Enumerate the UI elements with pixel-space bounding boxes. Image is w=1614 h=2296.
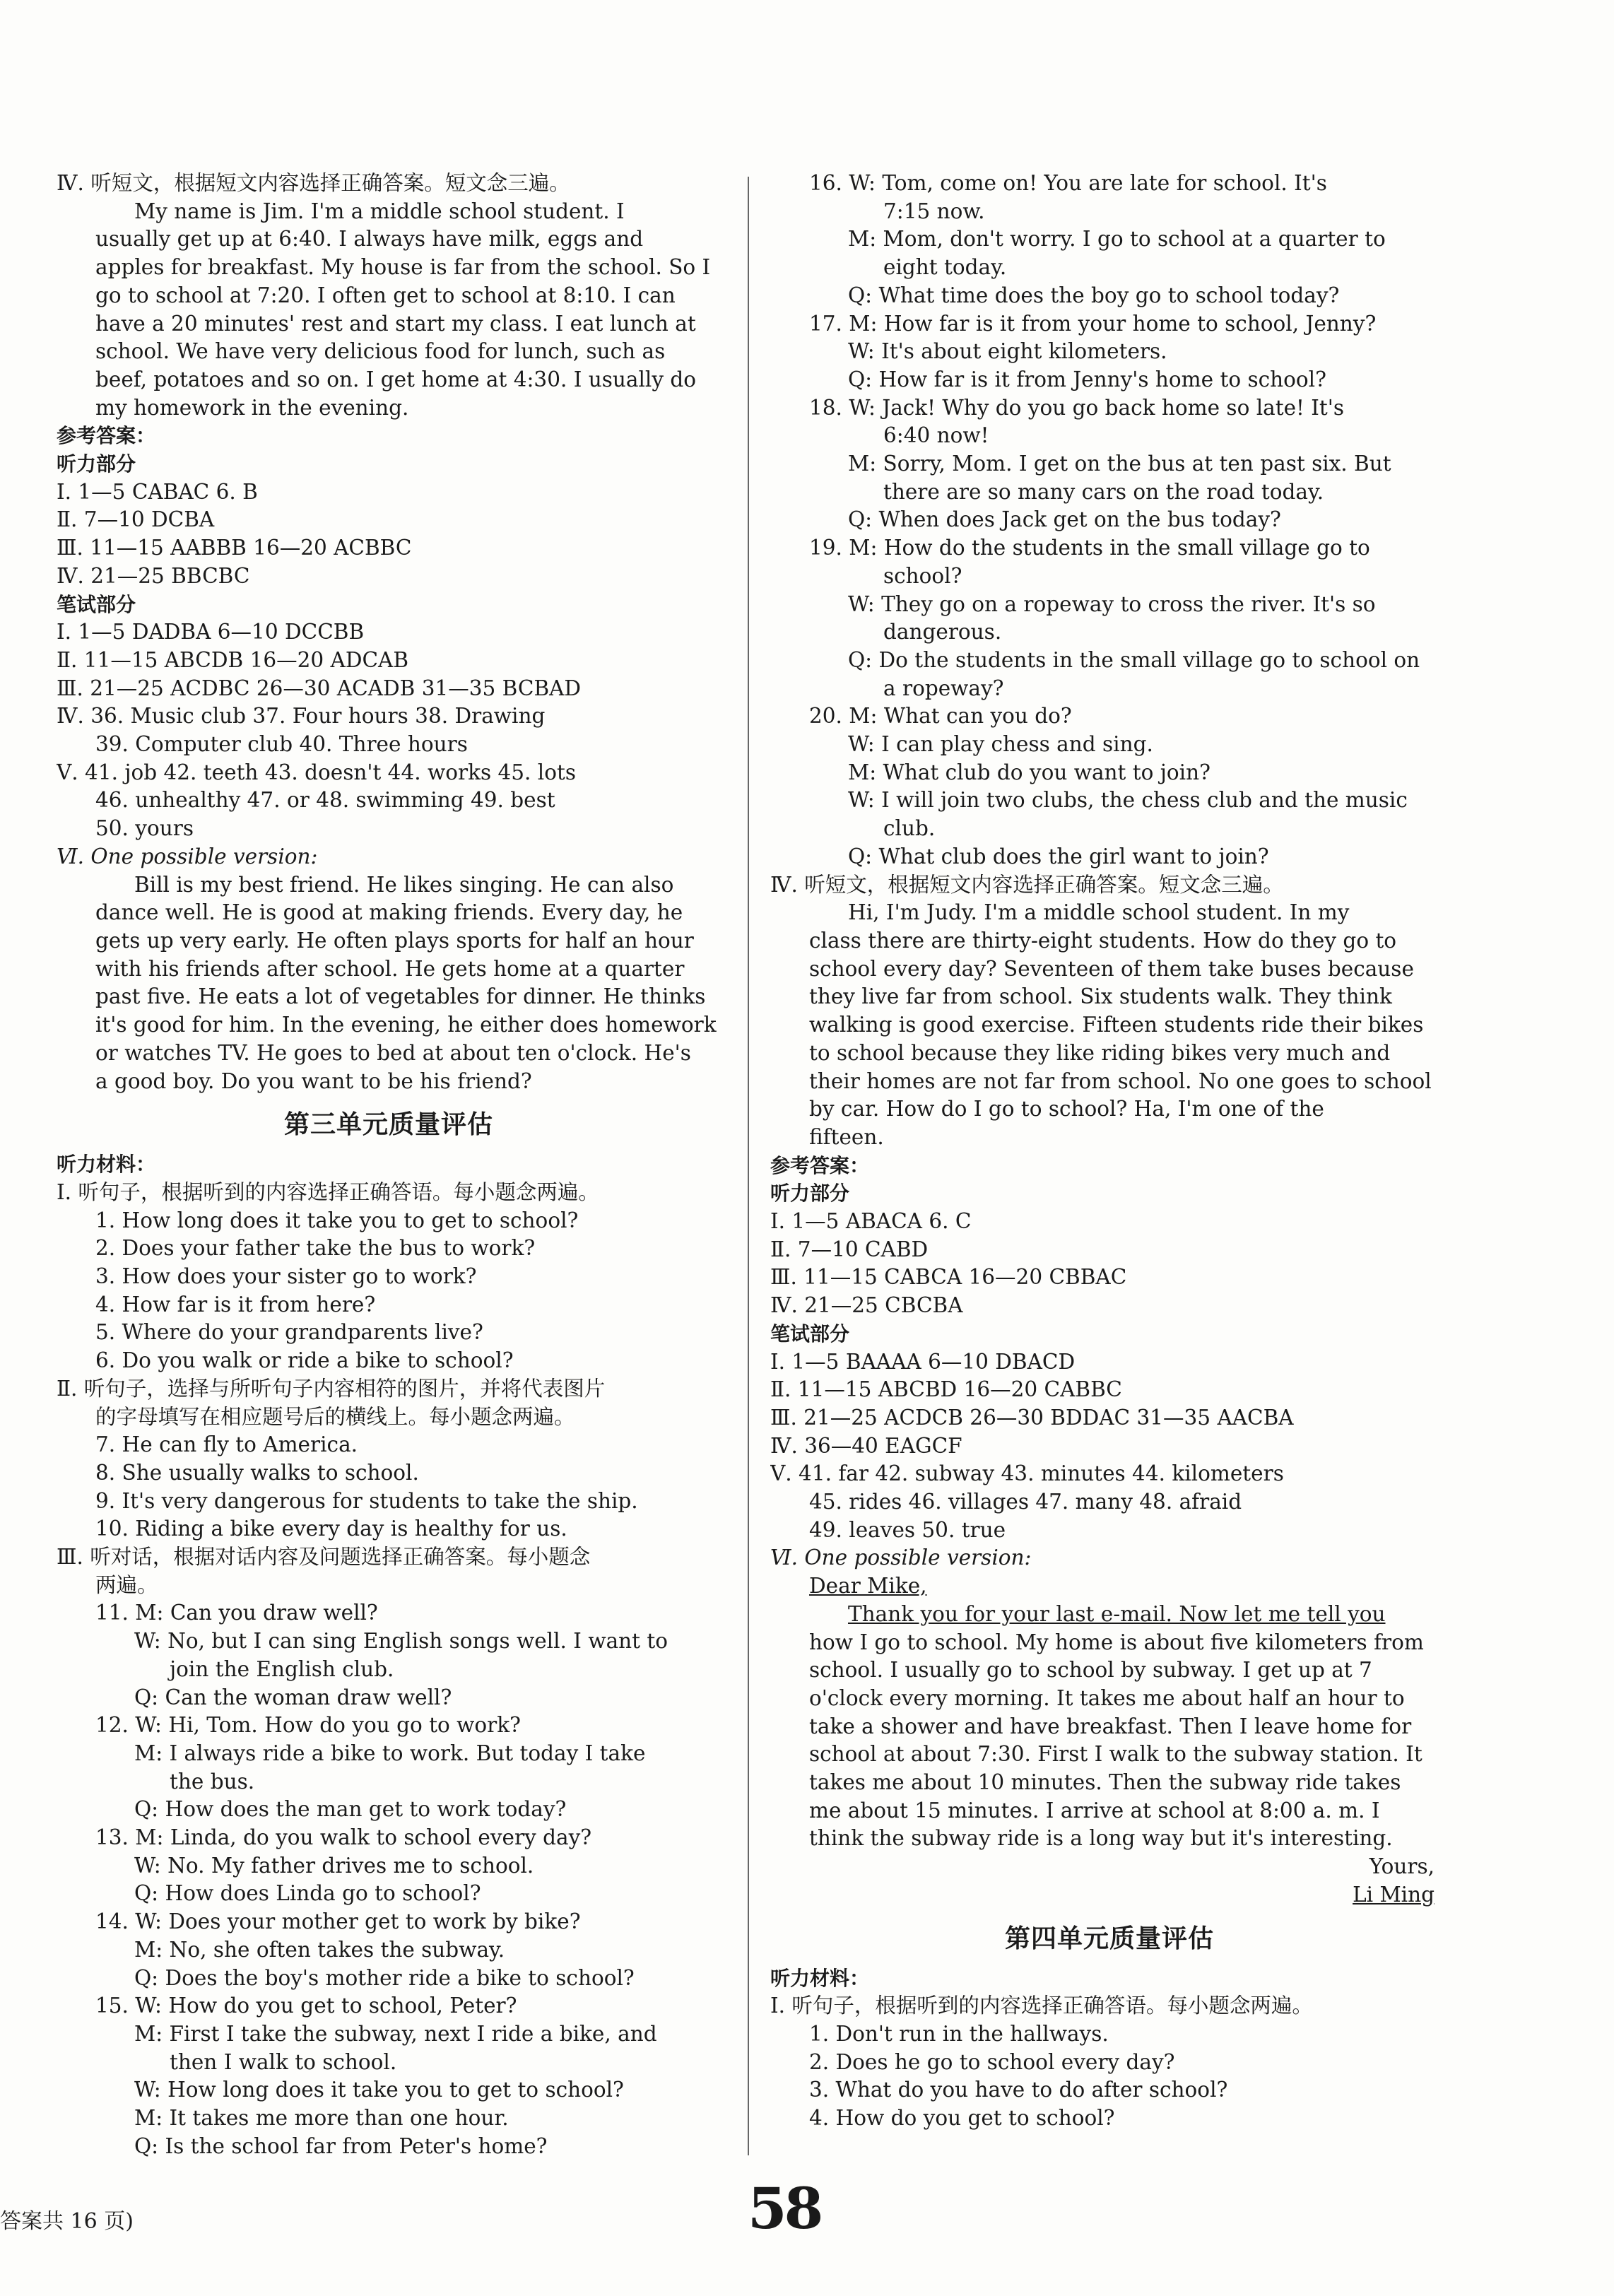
text-line: Q: How far is it from Jenny's home to school? bbox=[848, 367, 1326, 392]
text-line: usually get up at 6:40. I always have milk, eggs and bbox=[95, 227, 644, 252]
text-line: Ⅳ. 36. Music club 37. Four hours 38. Drawing bbox=[57, 704, 546, 729]
text-line: to school because they like riding bikes very much and bbox=[809, 1040, 1391, 1065]
text-line: school every day? Seventeen of them take buses because bbox=[809, 956, 1414, 981]
text-line: 9. It's very dangerous for students to take the ship. bbox=[95, 1488, 638, 1513]
text-line: 39. Computer club 40. Three hours bbox=[95, 732, 468, 757]
text-line: M: No, she often takes the subway. bbox=[134, 1937, 505, 1962]
text-line: fifteen. bbox=[809, 1124, 884, 1149]
text-line: Q: Is the school far from Peter's home? bbox=[134, 2133, 548, 2158]
text-line: 笔试部分 bbox=[770, 1321, 850, 1346]
text-line: Ⅲ. 11—15 AABBB 16—20 ACBBC bbox=[57, 536, 412, 560]
text-line: 参考答案： bbox=[57, 424, 156, 448]
text-line: apples for breakfast. My house is far from the school. So I bbox=[95, 255, 711, 280]
text-line: 1. Don't run in the hallways. bbox=[809, 2022, 1109, 2046]
text-line: 20. M: What can you do? bbox=[809, 704, 1072, 729]
text-line: takes me about 10 minutes. Then the subway ride takes bbox=[809, 1770, 1401, 1795]
text-line: 8. She usually walks to school. bbox=[95, 1460, 419, 1485]
text-line: 4. How do you get to school? bbox=[809, 2106, 1115, 2131]
text-line: Ⅳ. 21—25 CBCBA bbox=[770, 1293, 963, 1318]
section-title: 第四单元质量评估 bbox=[1004, 1924, 1214, 1953]
text-line: Ⅱ. 听句子，选择与所听句子内容相符的图片，并将代表图片 bbox=[57, 1376, 606, 1401]
text-line: W: How long does it take you to get to school? bbox=[134, 2078, 624, 2102]
text-line: walking is good exercise. Fifteen students ride their bikes bbox=[809, 1013, 1424, 1037]
text-line: M: Sorry, Mom. I get on the bus at ten past six. But bbox=[848, 452, 1391, 476]
text-line: Ⅰ. 1—5 DADBA 6—10 DCCBB bbox=[57, 620, 365, 644]
footer-note: 答案共 16 页) bbox=[0, 2209, 134, 2234]
text-line: M: I always ride a bike to work. But today I take bbox=[134, 1741, 646, 1765]
text-line: 50. yours bbox=[95, 816, 194, 841]
text-line: Q: Do the students in the small village go to school on bbox=[848, 647, 1420, 672]
section-title: 第三单元质量评估 bbox=[283, 1110, 493, 1140]
text-line: W: They go on a ropeway to cross the river. It's so bbox=[848, 591, 1376, 616]
text-line: 49. leaves 50. true bbox=[809, 1517, 1006, 1542]
text-line: Ⅰ. 1—5 BAAAA 6—10 DBACD bbox=[770, 1349, 1076, 1374]
text-line: 3. How does your sister go to work? bbox=[95, 1264, 477, 1289]
text-line: Ⅵ. One possible version: bbox=[770, 1546, 1032, 1570]
text-line: my homework in the evening. bbox=[95, 395, 409, 420]
text-line: dance well. He is good at making friends. Every day, he bbox=[95, 900, 683, 925]
text-line: 15. W: How do you get to school, Peter? bbox=[95, 1994, 517, 2018]
text-line: 笔试部分 bbox=[57, 592, 136, 616]
text-line: 19. M: How do the students in the small village go to bbox=[809, 536, 1370, 560]
text-line: Ⅱ. 7—10 CABD bbox=[770, 1237, 929, 1261]
text-line: school. We have very delicious food for lunch, such as bbox=[95, 339, 666, 364]
text-line: M: What club do you want to join? bbox=[848, 760, 1210, 784]
text-line: school? bbox=[883, 563, 962, 588]
text-line: past five. He eats a lot of vegetables for dinner. He thinks bbox=[95, 984, 706, 1009]
text-line: beef, potatoes and so on. I get home at 4:30. I usually do bbox=[95, 367, 697, 392]
text-line: Ⅲ. 听对话，根据对话内容及问题选择正确答案。每小题念 bbox=[57, 1545, 591, 1570]
text-line: W: I can play chess and sing. bbox=[848, 732, 1153, 757]
text-line: 10. Riding a bike every day is healthy for us. bbox=[95, 1517, 567, 1541]
text-line: there are so many cars on the road today. bbox=[883, 479, 1324, 504]
text-line: think the subway ride is a long way but it's interesting. bbox=[809, 1826, 1393, 1851]
text-line: Ⅵ. One possible version: bbox=[57, 844, 318, 869]
text-line: 13. M: Linda, do you walk to school every day? bbox=[95, 1825, 592, 1850]
text-line: Hi, I'm Judy. I'm a middle school student. In my bbox=[848, 900, 1350, 925]
text-line: W: I will join two clubs, the chess club and the music bbox=[848, 788, 1408, 813]
text-line: by car. How do I go to school? Ha, I'm one of the bbox=[809, 1097, 1324, 1121]
text-line: 5. Where do your grandparents live? bbox=[95, 1320, 483, 1345]
text-line: 16. W: Tom, come on! You are late for school. It's bbox=[809, 171, 1327, 195]
text-line: go to school at 7:20. I often get to school at 8:10. I can bbox=[95, 283, 676, 307]
text-line: Ⅲ. 11—15 CABCA 16—20 CBBAC bbox=[770, 1265, 1127, 1290]
text-line: W: It's about eight kilometers. bbox=[848, 339, 1167, 364]
text-line: 11. M: Can you draw well? bbox=[95, 1601, 378, 1625]
text-line: or watches TV. He goes to bed at about ten o'clock. He's bbox=[95, 1040, 691, 1065]
text-line: Bill is my best friend. He likes singing. He can also bbox=[134, 872, 674, 897]
text-line: Ⅱ. 11—15 ABCBD 16—20 CABBC bbox=[770, 1377, 1122, 1402]
text-line: a ropeway? bbox=[883, 676, 1004, 700]
column-divider bbox=[748, 177, 749, 2155]
text-line: Q: How does Linda go to school? bbox=[134, 1881, 481, 1906]
text-line: they live far from school. Six students walk. They think bbox=[809, 984, 1392, 1009]
text-line: Q: Can the woman draw well? bbox=[134, 1685, 452, 1709]
text-line: 3. What do you have to do after school? bbox=[809, 2078, 1228, 2102]
left-column bbox=[57, 170, 721, 2161]
text-line: Li Ming bbox=[1353, 1882, 1435, 1907]
text-line: Ⅳ. 听短文，根据短文内容选择正确答案。短文念三遍。 bbox=[770, 872, 1284, 897]
text-line: a good boy. Do you want to be his friend? bbox=[95, 1068, 532, 1093]
text-line: Yours, bbox=[1369, 1854, 1435, 1879]
text-line: My name is Jim. I'm a middle school student. I bbox=[134, 199, 625, 223]
text-line: 6. Do you walk or ride a bike to school? bbox=[95, 1348, 514, 1373]
right-column bbox=[770, 170, 1449, 2133]
text-line: 的字母填写在相应题号后的横线上。每小题念两遍。 bbox=[95, 1404, 575, 1429]
text-line: school. I usually go to school by subway. I get up at 7 bbox=[809, 1658, 1372, 1683]
text-line: o'clock every morning. It takes me about half an hour to bbox=[809, 1685, 1405, 1710]
text-line: M: Mom, don't worry. I go to school at a quarter to bbox=[848, 227, 1386, 252]
text-line: Thank you for your last e-mail. Now let me tell you bbox=[848, 1601, 1386, 1626]
text-line: Dear Mike, bbox=[809, 1574, 927, 1599]
text-line: school at about 7:30. First I walk to the subway station. It bbox=[809, 1742, 1422, 1767]
text-line: have a 20 minutes' rest and start my class. I eat lunch at bbox=[95, 311, 696, 336]
text-line: 听力部分 bbox=[57, 452, 136, 476]
text-line: Ⅴ. 41. job 42. teeth 43. doesn't 44. works 45. lots bbox=[57, 760, 576, 784]
text-line: take a shower and have breakfast. Then I leave home for bbox=[809, 1714, 1412, 1738]
text-line: Q: What time does the boy go to school today? bbox=[848, 283, 1340, 307]
text-line: 听力材料： bbox=[770, 1966, 870, 1990]
page-number: 58 bbox=[748, 2175, 821, 2242]
text-line: M: It takes me more than one hour. bbox=[134, 2106, 509, 2131]
text-line: 7:15 now. bbox=[883, 199, 985, 223]
text-line: class there are thirty-eight students. How do they go to bbox=[809, 928, 1397, 953]
text-line: 6:40 now! bbox=[883, 423, 989, 448]
text-line: M: First I take the subway, next I ride a bike, and bbox=[134, 2022, 657, 2046]
text-line: 7. He can fly to America. bbox=[95, 1432, 358, 1457]
text-line: W: No, but I can sing English songs well. I want to bbox=[134, 1629, 668, 1654]
text-line: 18. W: Jack! Why do you go back home so late! It's bbox=[809, 395, 1345, 420]
text-line: the bus. bbox=[170, 1769, 255, 1794]
text-line: W: No. My father drives me to school. bbox=[134, 1853, 534, 1878]
text-line: 2. Does he go to school every day? bbox=[809, 2049, 1175, 2074]
text-line: 两遍。 bbox=[95, 1572, 158, 1597]
text-line: Q: Does the boy's mother ride a bike to school? bbox=[134, 1965, 635, 1990]
text-line: their homes are not far from school. No one goes to school bbox=[809, 1068, 1432, 1093]
text-line: join the English club. bbox=[170, 1656, 394, 1681]
text-line: 1. How long does it take you to get to school? bbox=[95, 1208, 579, 1232]
text-line: Ⅰ. 1—5 CABAC 6. B bbox=[57, 479, 258, 504]
text-line: Ⅳ. 听短文，根据短文内容选择正确答案。短文念三遍。 bbox=[57, 171, 570, 195]
text-line: Ⅰ. 听句子，根据听到的内容选择正确答语。每小题念两遍。 bbox=[57, 1179, 599, 1204]
text-line: it's good for him. In the evening, he either does homework bbox=[95, 1013, 717, 1037]
text-line: 参考答案： bbox=[770, 1153, 870, 1177]
text-line: gets up very early. He often plays sports for half an hour bbox=[95, 928, 694, 953]
text-line: Ⅲ. 21—25 ACDCB 26—30 BDDAC 31—35 AACBA bbox=[770, 1405, 1294, 1430]
text-line: 听力材料： bbox=[57, 1153, 156, 1177]
text-line: me about 15 minutes. I arrive at school at 8:00 a. m. I bbox=[809, 1798, 1380, 1823]
text-line: Ⅲ. 21—25 ACDBC 26—30 ACADB 31—35 BCBAD bbox=[57, 676, 582, 700]
text-line: eight today. bbox=[883, 255, 1007, 280]
text-line: Q: How does the man get to work today? bbox=[134, 1797, 567, 1822]
text-line: Ⅱ. 11—15 ABCDB 16—20 ADCAB bbox=[57, 647, 409, 672]
text-line: 12. W: Hi, Tom. How do you go to work? bbox=[95, 1713, 521, 1738]
text-line: 14. W: Does your mother get to work by bike? bbox=[95, 1909, 581, 1934]
text-line: Ⅳ. 36—40 EAGCF bbox=[770, 1433, 962, 1458]
text-line: Ⅴ. 41. far 42. subway 43. minutes 44. kilometers bbox=[770, 1461, 1284, 1486]
text-line: Q: What club does the girl want to join? bbox=[848, 844, 1269, 869]
text-line: 2. Does your father take the bus to work? bbox=[95, 1236, 536, 1261]
text-line: Q: When does Jack get on the bus today? bbox=[848, 507, 1281, 532]
text-line: Ⅳ. 21—25 BBCBC bbox=[57, 563, 250, 588]
text-line: club. bbox=[883, 816, 936, 841]
text-line: how I go to school. My home is about five kilometers from bbox=[809, 1630, 1424, 1654]
text-line: 46. unhealthy 47. or 48. swimming 49. best bbox=[95, 788, 555, 813]
text-line: Ⅰ. 1—5 ABACA 6. C bbox=[770, 1209, 972, 1234]
text-line: 45. rides 46. villages 47. many 48. afraid bbox=[809, 1490, 1242, 1514]
text-line: 17. M: How far is it from your home to school, Jenny? bbox=[809, 311, 1377, 336]
text-line: 4. How far is it from here? bbox=[95, 1292, 376, 1317]
text-line: Ⅱ. 7—10 DCBA bbox=[57, 507, 215, 532]
text-line: with his friends after school. He gets home at a quarter bbox=[95, 956, 685, 981]
text-line: dangerous. bbox=[883, 620, 1002, 644]
text-line: then I walk to school. bbox=[170, 2049, 397, 2074]
text-line: Ⅰ. 听句子，根据听到的内容选择正确答语。每小题念两遍。 bbox=[770, 1994, 1313, 2018]
text-line: 听力部分 bbox=[770, 1182, 850, 1206]
